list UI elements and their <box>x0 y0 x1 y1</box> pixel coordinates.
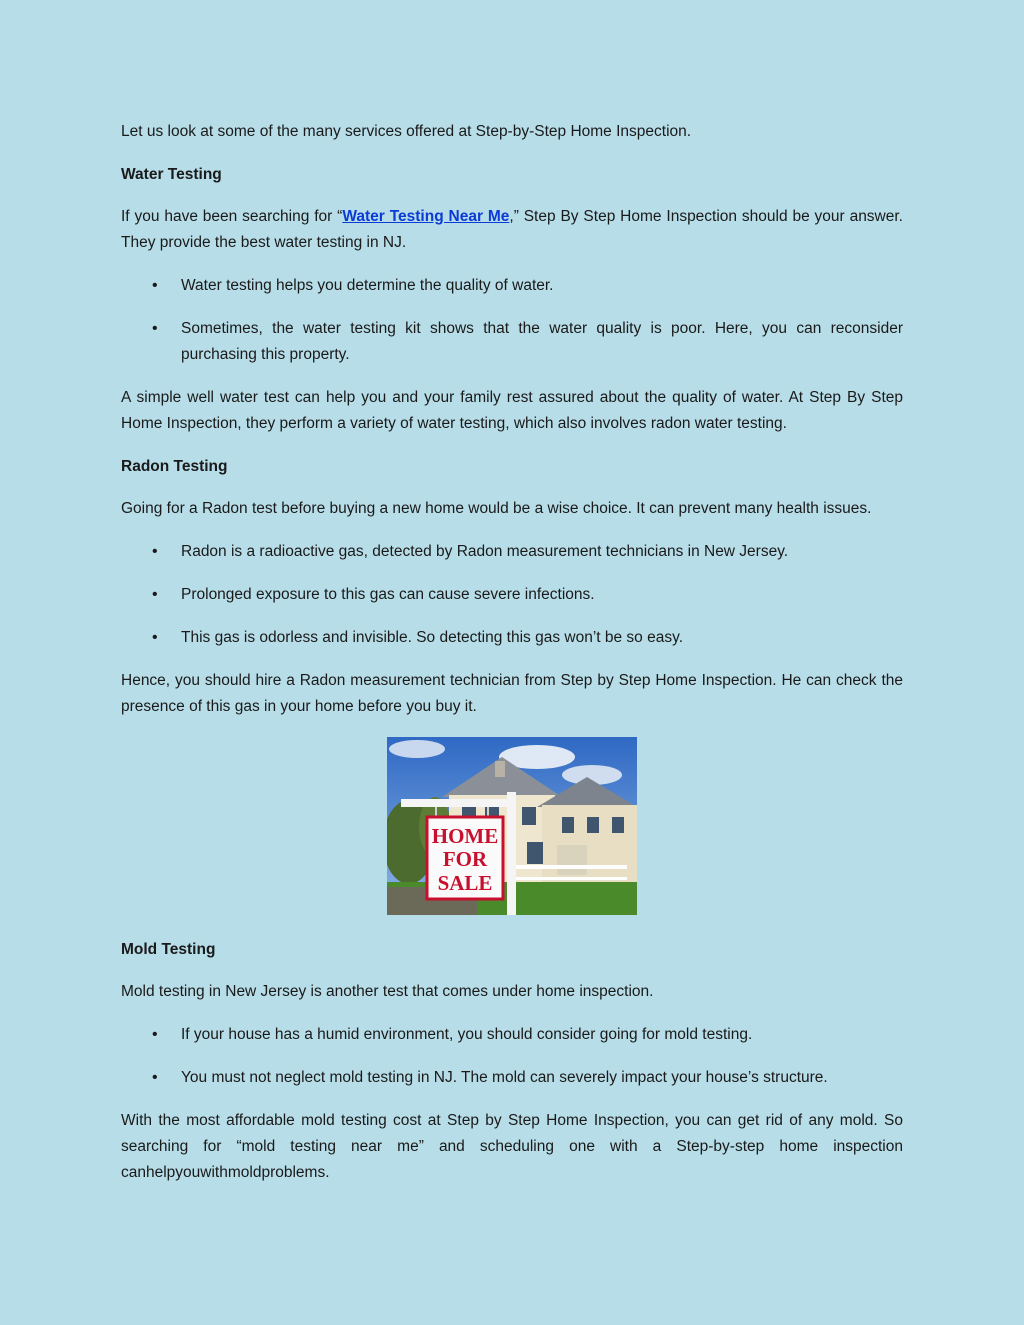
document-body <box>121 119 903 1203</box>
sign-line-for: FOR <box>442 847 488 871</box>
intro-paragraph: Let us look at some of the many services offered at Step-by-Step Home Inspection. <box>121 123 692 140</box>
mold-paragraph-1: Mold testing in New Jersey is another test that comes under home inspection. <box>121 983 654 1000</box>
list-item: • This gas is odorless and invisible. So detecting this gas won’t be so easy. <box>121 625 903 651</box>
radon-bullet-list <box>121 539 903 651</box>
water-paragraph-2: A simple well water test can help you and your family rest assured about the quality of water. At Step By Step Home Inspection, they perform a variety of water testing, which also involves radon water testing. <box>121 389 903 432</box>
mold-bullet-list <box>121 1022 903 1091</box>
water-testing-heading: Water Testing <box>121 166 222 183</box>
list-item: • Prolonged exposure to this gas can cause severe infections. <box>121 582 903 608</box>
list-item: • Radon is a radioactive gas, detected by Radon measurement technicians in New Jersey. <box>121 539 903 565</box>
list-item: • You must not neglect mold testing in NJ. The mold can severely impact your house’s structure. <box>121 1065 903 1091</box>
radon-paragraph-1: Going for a Radon test before buying a new home would be a wise choice. It can prevent many health issues. <box>121 500 872 517</box>
mold-paragraph-2: With the most affordable mold testing cost at Step by Step Home Inspection, you can get rid of any mold. So searching for “mold testing near me” and scheduling one with a Step-by-step home inspection canhelpyouwithmoldproblems. <box>121 1112 903 1181</box>
water-p1-before: If you have been searching for “ <box>121 208 343 225</box>
home-for-sale-photo <box>387 737 637 915</box>
radon-testing-heading: Radon Testing <box>121 458 228 475</box>
list-item: • Water testing helps you determine the quality of water. <box>121 273 903 299</box>
radon-paragraph-2: Hence, you should hire a Radon measurement technician from Step by Step Home Inspection. He can check the presence of this gas in your home before you buy it. <box>121 672 903 715</box>
water-bullet-list <box>121 273 903 368</box>
sign-line-sale: SALE <box>437 871 493 895</box>
sign-line-home: HOME <box>431 824 499 848</box>
water-paragraph-1 <box>121 204 903 256</box>
mold-testing-heading: Mold Testing <box>121 941 216 958</box>
water-testing-near-me-link[interactable]: Water Testing Near Me <box>342 208 510 225</box>
list-item: • If your house has a humid environment, you should consider going for mold testing. <box>121 1022 903 1048</box>
water-p1-after: ,” Step By Step Home Inspection should be your answer. They provide the best water testing in NJ. <box>121 208 903 251</box>
list-item: • Sometimes, the water testing kit shows that the water quality is poor. Here, you can reconsider purchasing this property. <box>121 316 903 368</box>
